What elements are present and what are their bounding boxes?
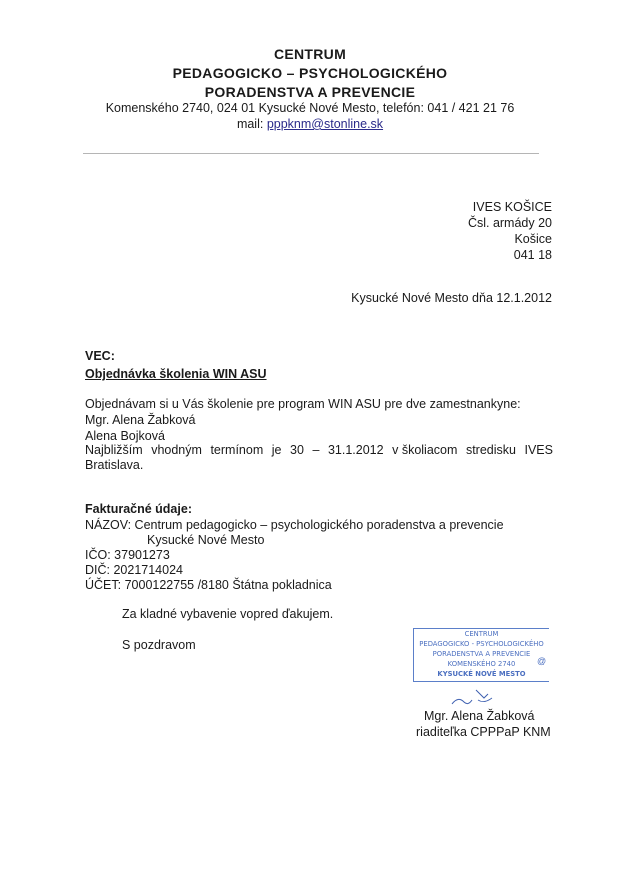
body-word: stredisku: [465, 443, 516, 457]
stamp-line1: CENTRUM: [464, 630, 499, 638]
body-line3: Alena Bojková: [85, 429, 165, 443]
body-word: Najbližším: [85, 443, 143, 457]
stamp-mark: @: [537, 656, 547, 666]
body-line5: Bratislava.: [85, 458, 144, 472]
header-mail: [0, 117, 620, 131]
date-line: Kysucké Nové Mesto dňa 12.1.2012: [351, 291, 552, 305]
billing-name-line2: Kysucké Nové Mesto: [147, 533, 265, 547]
signature-role: riaditeľka CPPPaP KNM: [416, 725, 551, 739]
recipient-line2: Čsl. armády 20: [467, 216, 552, 230]
body-word: 31.1.2012: [327, 443, 384, 457]
billing-dic: DIČ: 2021714024: [85, 563, 183, 577]
body-word: je: [271, 443, 282, 457]
subject-title: Objednávka školenia WIN ASU: [85, 367, 267, 381]
header-address: Komenského 2740, 024 01 Kysucké Nové Mesto, telefón: 041 / 421 21 76: [105, 101, 515, 115]
recipient-line4: 041 18: [513, 248, 552, 262]
closing-greeting: S pozdravom: [122, 638, 196, 652]
closing-thanks: Za kladné vybavenie vopred ďakujem.: [122, 607, 334, 621]
signature-scribble: [448, 686, 508, 710]
billing-heading: Fakturačné údaje:: [85, 502, 192, 516]
mail-link[interactable]: pppknm@stonline.sk: [266, 117, 384, 131]
stamp-line5: KYSUCKÉ NOVÉ MESTO: [437, 670, 526, 678]
billing-ico: IČO: 37901273: [85, 548, 170, 562]
body-word: v školiacom: [392, 443, 458, 457]
body-word: 30: [290, 443, 304, 457]
billing-ucet: ÚČET: 7000122755 /8180 Štátna pokladnica: [85, 578, 332, 592]
subject-label: VEC:: [85, 349, 115, 363]
body-word: vhodným: [151, 443, 202, 457]
header-title-line1: CENTRUM: [273, 46, 347, 62]
official-stamp: [413, 628, 549, 682]
header-title-line2: PEDAGOGICKO – PSYCHOLOGICKÉHO: [172, 65, 448, 81]
mail-label: mail:: [236, 117, 264, 131]
signature-name: Mgr. Alena Žabková: [424, 709, 535, 723]
stamp-line2: PEDAGOGICKO - PSYCHOLOGICKÉHO: [419, 640, 544, 648]
body-word: –: [312, 443, 320, 457]
body-line4: [85, 443, 553, 457]
body-word: termínom: [210, 443, 264, 457]
recipient-line1: IVES KOŠICE: [472, 200, 552, 214]
body-line2: Mgr. Alena Žabková: [85, 413, 196, 427]
body-word: IVES: [524, 443, 553, 457]
stamp-line3: PORADENSTVA A PREVENCIE: [432, 650, 531, 658]
body-line1: Objednávam si u Vás školenie pre program WIN ASU pre dve zamestnankyne:: [85, 397, 521, 411]
header-title-line3: PORADENSTVA A PREVENCIE: [204, 84, 416, 100]
billing-name-line1: NÁZOV: Centrum pedagogicko – psychologického poradenstva a prevencie: [85, 518, 504, 532]
header-divider: [83, 153, 539, 154]
stamp-line4: KOMENSKÉHO 2740: [447, 660, 516, 668]
recipient-line3: Košice: [514, 232, 552, 246]
